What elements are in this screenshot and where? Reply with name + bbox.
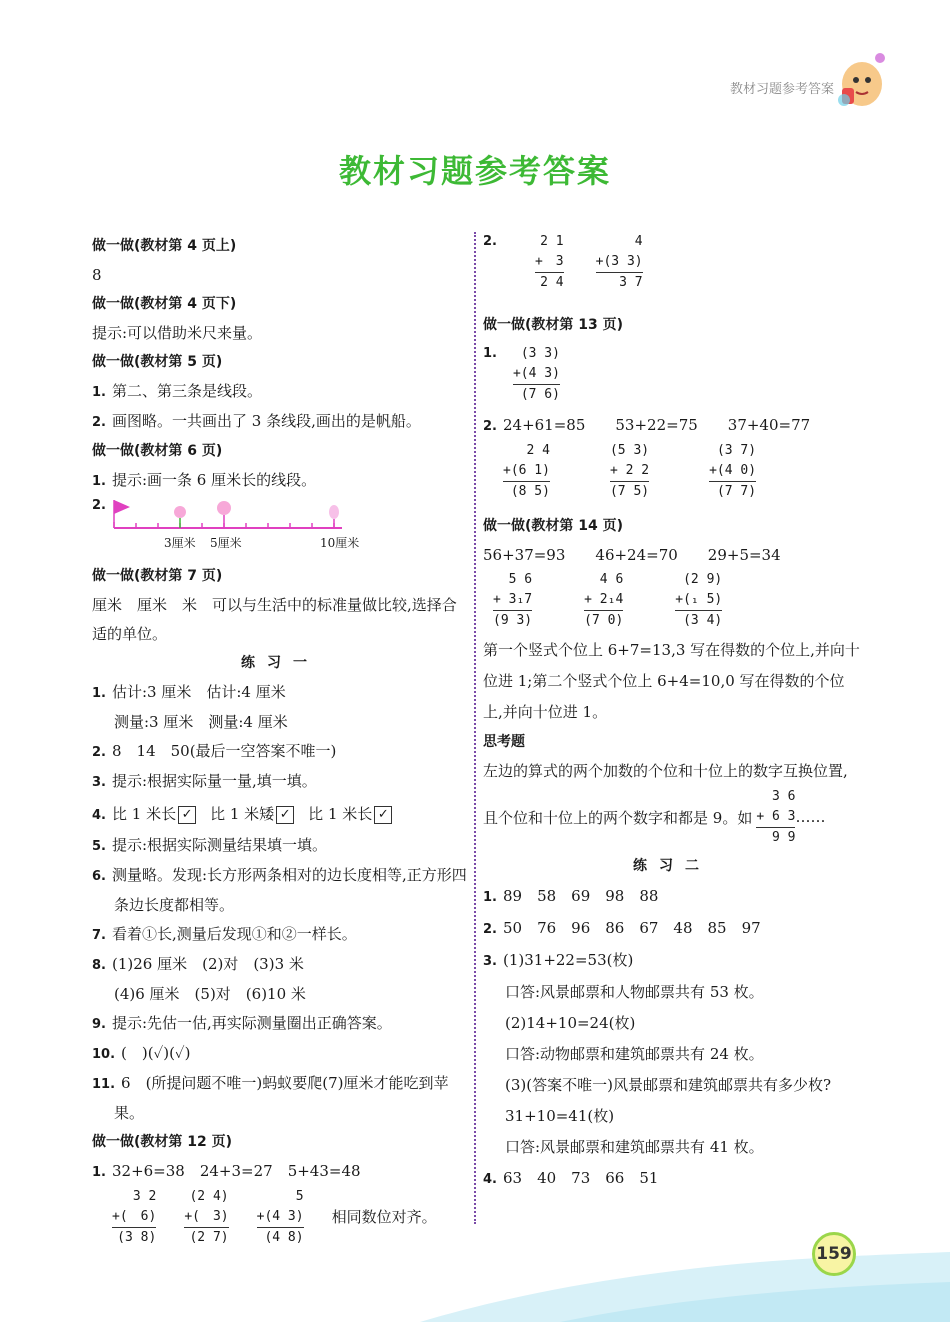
answer-item [92, 678, 468, 708]
answer-text: 24+61=85 53+22=75 37+40=77 [502, 416, 811, 434]
answer-text: 提示:根据实际量一量,填一填。 [111, 772, 317, 790]
answer-item [483, 913, 861, 945]
column-divider [474, 232, 476, 1224]
answer-text: 第二、第三条是线段。 [111, 382, 262, 400]
calc-line: (3 7) [716, 443, 757, 458]
answer-text: 看着①长,测量后发现①和②一样长。 [111, 925, 357, 943]
ellipsis: …… [795, 808, 826, 826]
calc-line: (3 3) [520, 346, 560, 361]
answer-text: (4)6 厘米 (5)对 (6)10 米 [114, 985, 306, 1003]
calc-line: (8 5) [510, 484, 550, 499]
answer-item [92, 1039, 468, 1069]
running-header: 教材习题参考答案 [729, 82, 834, 97]
calc-line: 2 4 [540, 275, 564, 290]
section-heading: 做一做(教材第 13 页) [483, 317, 624, 333]
page-title: 教材习题参考答案 [338, 152, 611, 190]
think-row [483, 786, 861, 848]
section-heading: 做一做(教材第 4 页下) [92, 296, 237, 312]
item-number: 2. [92, 415, 106, 430]
vertical-calc [675, 570, 722, 631]
item-number: 1. [92, 686, 106, 701]
vertical-calcs [483, 570, 861, 631]
answer-text: 32+6=38 24+3=27 5+43=48 [111, 1162, 361, 1180]
answer-item [483, 881, 861, 913]
calc-line: (2 9) [683, 572, 723, 587]
answer-text: 8 14 50(最后一空答案不唯一) [111, 742, 337, 760]
answer-text: 第一个竖式个位上 6+7=13,3 写在得数的个位上,并向十位进 1;第二个竖式个位上 6+4=10,0 写在得数的个位上,并向十位进 1。 [483, 641, 860, 721]
item-number: 2. [483, 234, 497, 249]
item-number: 4. [483, 1172, 497, 1187]
answer-text: 比 1 米矮 [210, 805, 275, 823]
answer-text: 比 1 米长 [308, 805, 373, 823]
answer-text: 估计:3 厘米 估计:4 厘米 [111, 683, 286, 701]
answer-text: 31+10=41(枚) [505, 1107, 615, 1125]
answer-item [92, 861, 468, 920]
vertical-calc [503, 441, 550, 502]
calc-line: 3 2 [132, 1189, 157, 1204]
footer-wave [0, 1232, 950, 1322]
item-number: 7. [92, 928, 106, 943]
vertical-calcs [483, 344, 861, 405]
vertical-calc [756, 787, 795, 848]
calc-line: 2 4 [526, 443, 550, 458]
calc-line: +( 3) [184, 1207, 228, 1228]
calc-line: 2 1 [540, 234, 564, 249]
answer-item [92, 1009, 468, 1039]
calc-line: (3 8) [117, 1230, 157, 1245]
ruler-label: 3厘米 [164, 536, 196, 550]
answer-text: 口答:风景邮票和人物邮票共有 53 枚。 [505, 983, 764, 1001]
calc-line: 4 6 [599, 572, 624, 587]
calc-line: +(6 1) [503, 461, 550, 482]
answer-item [92, 407, 468, 437]
item-number: 2. [92, 745, 106, 760]
answer-text: 且个位和十位上的两个数字和都是 9。如 [483, 808, 753, 827]
section-heading: 做一做(教材第 6 页) [92, 443, 223, 459]
calc-line: 4 [634, 234, 643, 249]
answer-item [92, 920, 468, 950]
answer-item [483, 1163, 861, 1195]
answer-text: 口答:动物邮票和建筑邮票共有 24 枚。 [505, 1045, 764, 1063]
check-box: ✓ [276, 806, 294, 824]
answer-item [92, 1157, 468, 1187]
item-number: 6. [92, 869, 106, 884]
calc-line: (5 3) [609, 443, 650, 458]
answer-text: 50 76 96 86 67 48 85 97 [502, 919, 761, 937]
answer-text: 口答:风景邮票和建筑邮票共有 41 枚。 [505, 1138, 764, 1156]
item-number: 3. [92, 775, 106, 790]
calc-line: +(₁ 5) [675, 590, 722, 611]
answer-item [483, 945, 861, 977]
calc-line: +(4 3) [513, 364, 560, 385]
answer-text: (1)31+22=53(枚) [502, 951, 634, 969]
ruler-label: 10厘米 [320, 536, 360, 550]
calc-line: (7 7) [716, 484, 757, 499]
answer-text: 测量:3 厘米 测量:4 厘米 [114, 713, 288, 731]
section-heading: 做一做(教材第 4 页上) [92, 238, 237, 254]
right-column [483, 232, 861, 1195]
section-heading: 做一做(教材第 14 页) [483, 518, 624, 534]
item-number: 2. [483, 419, 497, 434]
answer-text: 89 58 69 98 88 [502, 887, 659, 905]
item-number: 1. [483, 890, 497, 905]
calc-line: + 6 3 [756, 807, 795, 828]
item-number: 11. [92, 1077, 116, 1092]
answer-item [92, 737, 468, 767]
answer: 提示:可以借助米尺来量。 [92, 324, 263, 342]
answer-text: 比 1 米长 [111, 805, 177, 823]
answer-item [92, 797, 468, 831]
calc-line: +(3 3) [596, 252, 643, 273]
calc-line: + 3₁7 [493, 590, 532, 611]
ruler-figure [92, 496, 468, 562]
exercise-title: 练习一 [241, 655, 319, 671]
item-number: 10. [92, 1047, 116, 1062]
vertical-calc [513, 344, 560, 405]
vertical-calc [493, 570, 532, 631]
item-number: 1. [92, 385, 106, 400]
vertical-calc [596, 232, 643, 293]
calc-line: 9 9 [771, 829, 796, 845]
vertical-calcs [483, 441, 861, 502]
left-column [92, 232, 468, 1248]
answer-text: 测量略。发现:长方形两条相对的边长度相等,正方形四条边长度都相等。 [111, 866, 467, 914]
calc-line: (7 6) [520, 387, 560, 402]
calc-line: + 2₁4 [584, 590, 623, 611]
answer-text: 画图略。一共画出了 3 条线段,画出的是帆船。 [111, 412, 421, 430]
answer-text: 提示:画一条 6 厘米长的线段。 [111, 471, 317, 489]
calc-line: 5 [295, 1189, 304, 1204]
answer-text: (3)(答案不唯一)风景邮票和建筑邮票共有多少枚? [505, 1076, 831, 1094]
answer-text: 提示:先估一估,再实际测量圈出正确答案。 [111, 1014, 392, 1032]
exercise-title: 练习二 [633, 858, 711, 874]
calc-line: 3 7 [619, 275, 643, 290]
calc-line: 5 6 [508, 572, 533, 587]
ruler-label: 5厘米 [210, 536, 242, 550]
mascot-icon [836, 48, 890, 108]
item-number: 1. [92, 1165, 106, 1180]
answer-text: 6 (所提问题不唯一)蚂蚁要爬(7)厘米才能吃到苹果。 [114, 1074, 449, 1122]
section-heading: 做一做(教材第 12 页) [92, 1134, 233, 1150]
item-number: 2. [92, 498, 106, 513]
item-number: 3. [483, 954, 497, 969]
section-heading: 思考题 [483, 734, 525, 750]
calc-line: (9 3) [493, 613, 533, 628]
answer-item [92, 1069, 468, 1128]
answer-item [92, 377, 468, 407]
item-number: 5. [92, 839, 106, 854]
note: 相同数位对齐。 [331, 1208, 437, 1226]
calc-line: (4 8) [264, 1230, 304, 1245]
ruler-drawing [110, 496, 370, 562]
vertical-calc [584, 570, 623, 631]
item-number: 1. [92, 474, 106, 489]
answer-text: 63 40 73 66 51 [502, 1169, 659, 1187]
answer-text: (1)26 厘米 (2)对 (3)3 米 [111, 955, 304, 973]
check-box: ✓ [178, 806, 196, 824]
answer-item [92, 767, 468, 797]
section-heading: 做一做(教材第 5 页) [92, 354, 223, 370]
answer-text: 提示:根据实际测量结果填一填。 [111, 836, 328, 854]
calc-line: + 2 2 [610, 461, 649, 482]
answer: 8 [92, 266, 102, 284]
answer-item [92, 466, 468, 496]
answer-item [92, 950, 468, 980]
calc-line: (2 7) [189, 1230, 229, 1245]
answer-item [92, 831, 468, 861]
vertical-calc [709, 441, 756, 502]
answer-item [483, 411, 861, 441]
calc-line: +( 6) [112, 1207, 156, 1228]
answer-text: 56+37=93 46+24=70 29+5=34 [483, 546, 781, 564]
check-box: ✓ [374, 806, 392, 824]
item-number: 8. [92, 958, 106, 973]
section-heading: 做一做(教材第 7 页) [92, 568, 223, 584]
answer-text: 左边的算式的两个加数的个位和十位上的数字互换位置, [483, 762, 848, 780]
page-number: 159 [812, 1232, 856, 1276]
vertical-calc [610, 441, 649, 502]
calc-line: (2 4) [189, 1189, 229, 1204]
calc-line: + 3 [535, 252, 564, 273]
vertical-calcs [483, 232, 861, 293]
answer: 厘米 厘米 米 可以与生活中的标准量做比较,选择合适的单位。 [92, 596, 457, 643]
vertical-calc [535, 232, 564, 293]
item-number: 9. [92, 1017, 106, 1032]
calc-line: (3 4) [683, 613, 723, 628]
calc-line: +(4 0) [709, 461, 756, 482]
answer-text: (2)14+10=24(枚) [505, 1014, 636, 1032]
calc-line: (7 5) [609, 484, 650, 499]
item-number: 4. [92, 808, 106, 823]
calc-line: 3 6 [771, 788, 796, 804]
calc-line: +(4 3) [257, 1207, 304, 1228]
answer-text: ( )(✓)(✓) [121, 1044, 191, 1062]
item-number: 1. [483, 346, 497, 361]
calc-line: (7 0) [584, 613, 624, 628]
item-number: 2. [483, 922, 497, 937]
